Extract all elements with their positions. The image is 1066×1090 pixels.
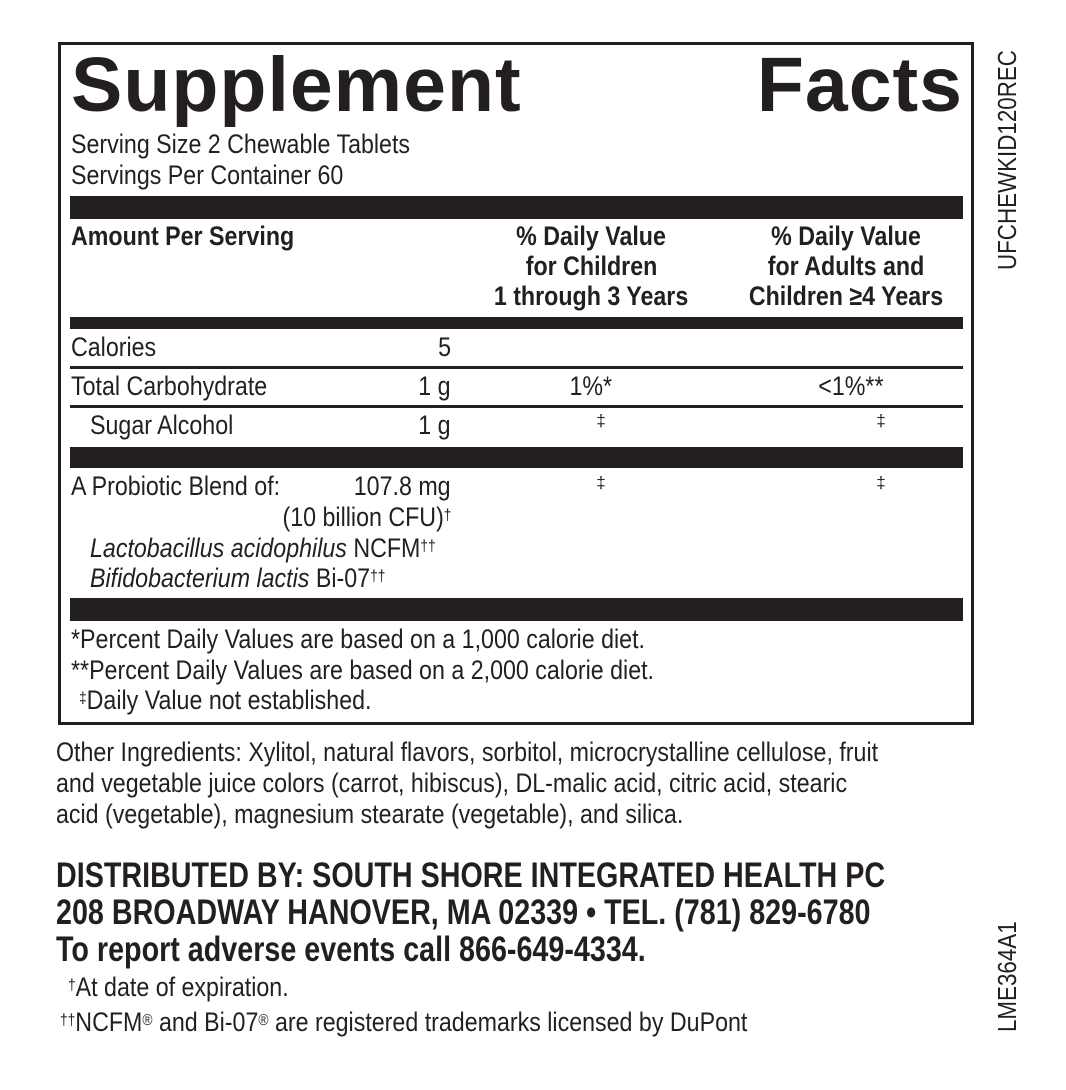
amount-per-serving-header: Amount Per Serving: [71, 221, 295, 251]
side-code-top: UFCHEWKID120REC: [992, 50, 1022, 270]
servings-per-container: Servings Per Container 60: [71, 160, 344, 190]
supplement-facts-panel: Supplement Facts Serving Size 2 Chewable Tablets Servings Per Container 60 Amount Per Serving % Daily Value for Children 1 through 3 Years % Daily Value for Adults and Children ≥4 Years Calories 5 Total Carbohydrate 1 g 1%* <1%** Sugar Alcohol 1 g ‡ ‡ A Probiotic Blend of: 107.8 mg (10 billion CFU)† ‡ ‡ Lactobacillus acidophilus NCFM†† Bifidobacterium lactis Bi-07†† *Percent Daily Values are based on a 1,000 calorie diet. **Percent Daily Values are based on a 2,000 calorie diet. ‡Daily Value not established.: [58, 42, 974, 725]
thick-divider: [70, 598, 963, 621]
row-divider: [70, 366, 963, 369]
expiration-note: †At date of expiration.: [68, 972, 289, 1002]
side-code-bottom: LME364A1: [992, 921, 1022, 1032]
header-divider: [70, 317, 963, 329]
distributor-info: DISTRIBUTED BY: SOUTH SHORE INTEGRATED HEALTH PC 208 BROADWAY HANOVER, MA 02339 • TEL. (781) 829-6780 To report adverse events call 866-649-4334.: [56, 856, 886, 969]
footnote-1000-calorie: *Percent Daily Values are based on a 1,000 calorie diet.: [71, 624, 645, 654]
footnote-2000-calorie: **Percent Daily Values are based on a 2,000 calorie diet.: [71, 655, 655, 685]
other-ingredients: Other Ingredients: Xylitol, natural flavors, sorbitol, microcrystalline cellulose, fruit and vegetable juice colors (carrot, hibiscus), DL-malic acid, citric acid, stearic acid (vegetable), magnesium stearate (vegetable), and silica.: [56, 737, 879, 829]
panel-title-supplement: Supplement: [71, 42, 522, 128]
panel-title-facts: Facts: [756, 42, 963, 128]
dv-children-header: % Daily Value for Children 1 through 3 Years: [493, 221, 689, 311]
dv-adults-header: % Daily Value for Adults and Children ≥4 Years: [748, 221, 944, 311]
trademark-note: ††NCFM® and Bi-07® are registered trademarks licensed by DuPont: [60, 1007, 748, 1037]
strain-bifidobacterium: Bifidobacterium lactis Bi-07††: [90, 563, 386, 593]
strain-lactobacillus: Lactobacillus acidophilus NCFM††: [90, 533, 436, 563]
thick-divider: [70, 447, 963, 468]
footnote-dv-not-established: ‡Daily Value not established.: [79, 685, 372, 715]
thick-divider: [70, 196, 963, 219]
serving-size: Serving Size 2 Chewable Tablets: [71, 129, 411, 159]
row-divider: [70, 405, 963, 408]
